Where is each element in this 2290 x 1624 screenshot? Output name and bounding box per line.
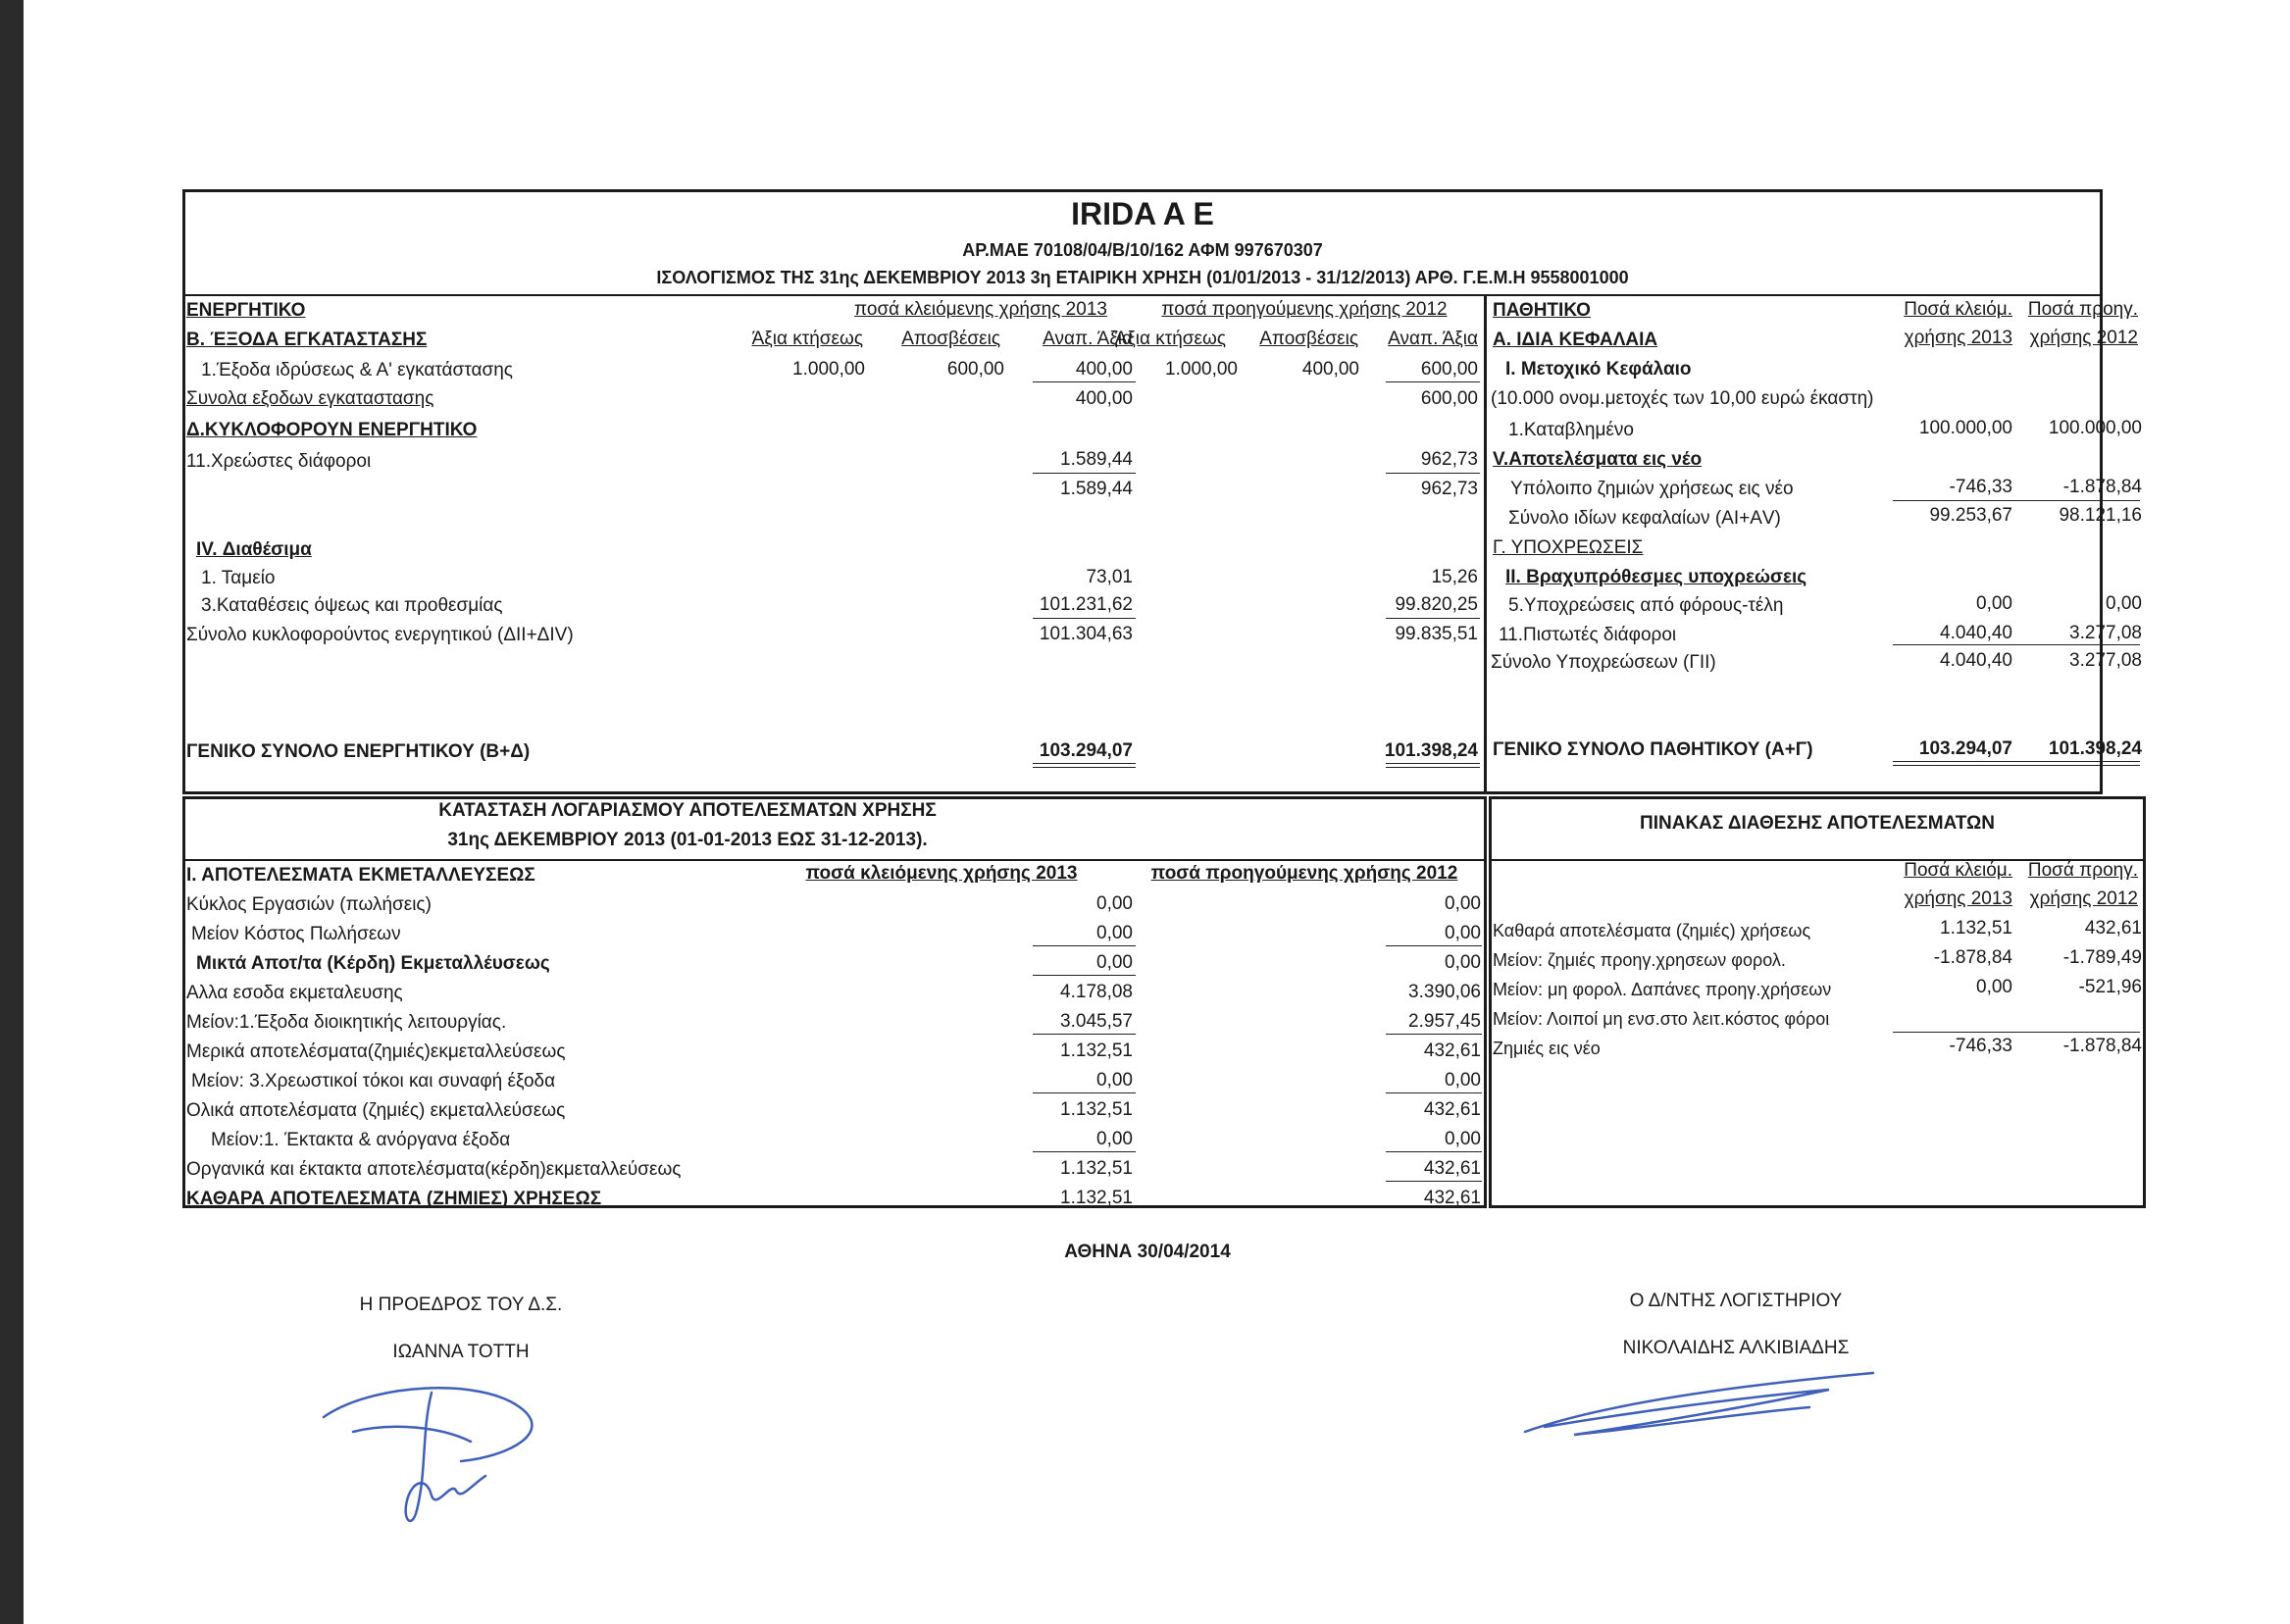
double-underline [1893,761,2140,766]
value: 4.040,40 [1940,623,2012,643]
income-row-value-2012: 3.390,06 [1408,982,1481,1002]
header-divider [182,294,2103,296]
section-v-heading: V.Αποτελέσματα εις νέο [1493,449,1703,470]
double-underline [1386,763,1480,768]
underline [1033,1034,1136,1035]
underline [1033,1151,1136,1152]
chairman-signature [314,1363,549,1540]
value: 600,00 [1420,359,1478,380]
row-paid-capital: 1.Καταβλημένο [1508,420,1634,440]
income-row-label: Μείον:1. Έκτακτα & ανόργανα έξοδα [211,1130,511,1150]
underline [1033,381,1136,382]
income-row-label: Μερικά αποτελέσματα(ζημιές)εκμεταλλεύσεως [186,1041,566,1062]
value: 101.398,24 [1384,740,1478,761]
chairman-role: Η ΠΡΟΕΔΡΟΣ ΤΟΥ Δ.Σ. [359,1294,563,1315]
accountant-signature [1515,1368,1888,1446]
dist-col-2013-head: Ποσά κλειόμ. [1904,860,2012,881]
row-tax-liabilities: 5.Υποχρεώσεις από φόρους-τέλη [1508,595,1784,616]
income-row-label: Αλλα εσοδα εκμεταλευσης [186,983,403,1003]
value: 101.231,62 [1039,594,1133,615]
row-deposits: 3.Καταθέσεις όψεως και προθεσμίας [201,595,503,616]
income-title-1: ΚΑΤΑΣΤΑΣΗ ΛΟΓΑΡΙΑΣΜΟΥ ΑΠΟΤΕΛΕΣΜΑΤΩΝ ΧΡΗΣΗΣ [438,800,937,821]
income-row-value-2013: 3.045,57 [1060,1011,1133,1032]
value: 600,00 [1420,388,1478,409]
distribution-row-value-2012: -521,96 [2078,977,2142,997]
value: -1.878,84 [2062,477,2142,497]
dist-col-2013-head2: χρήσης 2013 [1904,888,2012,909]
distribution-row-label: Μείον: Λοιποί μη ενσ.στο λειτ.κόστος φόροι [1493,1009,1830,1029]
income-period-2013: ποσά κλειόμενης χρήσης 2013 [805,863,1078,884]
value: 400,00 [1075,388,1133,409]
col-2013-head2: χρήσης 2013 [1904,328,2012,348]
col-2012-head: Ποσά προηγ. [2027,299,2138,320]
distribution-row-value-2013: 1.132,51 [1940,918,2012,939]
income-row-value-2013: 0,00 [1096,1129,1133,1149]
value: 103.294,07 [1039,740,1133,761]
underline [1386,381,1480,382]
income-row-label: ΚΑΘΑΡΑ ΑΠΟΤΕΛΕΣΜΑΤΑ (ΖΗΜΙΕΣ) ΧΡΗΣΕΩΣ [186,1189,602,1209]
distribution-row-value-2013: 0,00 [1976,977,2012,997]
value: 962,73 [1420,479,1478,499]
value: 1.589,44 [1060,479,1133,499]
value: 962,73 [1420,449,1478,470]
chairman-name: ΙΩΑΝΝΑ ΤΟΤΤΗ [392,1342,530,1362]
income-row-value-2012: 2.957,45 [1408,1011,1481,1032]
assets-period-2012: ποσά προηγούμενης χρήσης 2012 [1161,299,1448,320]
underline [1893,644,2140,645]
dist-col-2012-head: Ποσά προηγ. [2027,860,2138,881]
underline [1386,473,1480,474]
value: 1.589,44 [1060,449,1133,470]
underline [1386,1181,1482,1182]
value: 15,26 [1431,567,1478,587]
scan-edge [0,0,24,1624]
row-debtors: 11.Χρεώστες διάφοροι [186,451,372,472]
underline [1033,975,1136,976]
income-row-value-2013: 4.178,08 [1060,982,1133,1002]
income-title-2: 31ης ΔΕΚΕΜΒΡΙΟΥ 2013 (01-01-2013 ΕΩΣ 31-12-2013). [447,830,928,850]
income-row-value-2012: 432,61 [1423,1040,1481,1061]
distribution-row-label: Μείον: μη φορολ. Δαπάνες προηγ.χρήσεων [1493,980,1832,999]
assets-title: ΕΝΕΡΓΗΤΙΚΟ [186,300,306,321]
section-g-heading: Γ. ΥΠΟΧΡΕΩΣΕΙΣ [1493,537,1644,558]
double-underline [1033,763,1136,768]
underline [1033,618,1136,619]
liabilities-grand-total: ΓΕΝΙΚΟ ΣΥΝΟΛΟ ΠΑΘΗΤΙΚΟΥ (Α+Γ) [1493,739,1813,760]
section-i-heading: Ι. Μετοχικό Κεφάλαιο [1505,359,1692,380]
value: 4.040,40 [1940,650,2012,671]
underline [1893,1032,2140,1033]
value: 99.253,67 [1929,505,2012,526]
col-2013-head: Ποσά κλειόμ. [1904,299,2012,320]
income-row-value-2013: 0,00 [1096,923,1133,943]
value: 600,00 [946,359,1004,380]
income-row-value-2012: 432,61 [1423,1188,1481,1208]
assets-period-2013: ποσά κλειόμενης χρήσης 2013 [854,299,1107,320]
col-net-2012: Αναπ. Άξια [1388,329,1478,349]
row-retained-loss: Υπόλοιπο ζημιών χρήσεως εις νέο [1510,479,1794,499]
col-net-2013: Αναπ. Άξια [1043,329,1133,349]
distribution-row-value-2012: -1.789,49 [2062,947,2142,968]
income-row-value-2013: 1.132,51 [1060,1099,1133,1120]
income-row-value-2013: 1.132,51 [1060,1188,1133,1208]
distribution-title: ΠΙΝΑΚΑΣ ΔΙΑΘΕΣΗΣ ΑΠΟΤΕΛΕΣΜΑΤΩΝ [1640,813,1995,834]
value: 400,00 [1301,359,1359,380]
row-cash: 1. Ταμείο [201,568,276,588]
distribution-frame [1489,796,2146,1208]
income-row-value-2013: 1.132,51 [1060,1158,1133,1179]
income-row-label: Μικτά Αποτ/τα (Κέρδη) Εκμεταλλέυσεως [196,953,550,974]
value: 1.000,00 [1165,359,1238,380]
distribution-row-value-2013: -1.878,84 [1933,947,2012,968]
col-dep-2012: Αποσβέσεις [1259,329,1358,349]
value: 103.294,07 [1918,738,2012,759]
distribution-row-label: Καθαρά αποτελέσματα (ζημιές) χρήσεως [1493,921,1811,940]
value: 100.000,00 [2048,418,2142,438]
assets-liabilities-divider [1484,294,1487,794]
distribution-row-label: Ζημιές εις νέο [1493,1039,1601,1058]
section-iv-heading: IV. Διαθέσιμα [196,539,312,560]
value: 98.121,16 [2059,505,2142,526]
income-row-label: Κύκλος Εργασιών (πωλήσεις) [186,894,432,915]
income-section-heading: Ι. ΑΠΟΤΕΛΕΣΜΑΤΑ ΕΚΜΕΤΑΛΛΕΥΣΕΩΣ [186,865,535,886]
row-equity-total: Σύνολο ιδίων κεφαλαίων (ΑΙ+ΑV) [1508,508,1781,529]
underline [1386,618,1480,619]
section-ii-heading: ΙΙ. Βραχυπρόθεσμες υποχρεώσεις [1505,567,1807,587]
income-row-value-2013: 0,00 [1096,893,1133,914]
col-dep-2013: Αποσβέσεις [901,329,1000,349]
distribution-row-value-2012: -1.878,84 [2062,1036,2142,1056]
section-d-heading: Δ.ΚΥΚΛΟΦΟΡΟΥΝ ΕΝΕΡΓΗΤΙΚΟ [186,420,478,440]
income-row-label: Μείον Κόστος Πωλήσεων [191,924,401,944]
row-formation-total: Συνολα εξοδων εγκαταστασης [186,388,434,409]
company-name: IRIDA A E [1071,196,1214,231]
value: 400,00 [1075,359,1133,380]
income-period-2012: ποσά προηγούμενης χρήσης 2012 [1150,863,1458,884]
value: 0,00 [2106,593,2142,614]
accountant-name: ΝΙΚΟΛΑΙΔΗΣ ΑΛΚΙΒΙΑΔΗΣ [1622,1338,1850,1358]
col-2012-head2: χρήσης 2012 [2029,328,2138,348]
income-header-divider [182,859,1487,861]
place-date: ΑΘΗΝΑ 30/04/2014 [1064,1242,1231,1262]
row-creditors: 11.Πιστωτές διάφοροι [1499,625,1677,645]
value: 101.398,24 [2048,738,2142,759]
income-row-value-2013: 0,00 [1096,952,1133,973]
income-row-label: Ολικά αποτελέσματα (ζημιές) εκμεταλλεύσεως [186,1100,566,1121]
distribution-row-label: Μείον: ζημιές προηγ.χρησεων φορολ. [1493,950,1786,970]
income-row-value-2012: 432,61 [1423,1099,1481,1120]
income-row-label: Μείον: 3.Χρεωστικοί τόκοι και συναφή έξοδα [191,1071,556,1091]
balance-sheet-subtitle: ΙΣΟΛΟΓΙΣΜΟΣ ΤΗΣ 31ης ΔΕΚΕΜΒΡΙΟΥ 2013 3η ΕΤΑΙΡΙΚΗ ΧΡΗΣΗ (01/01/2013 - 31/12/2013) ΑΡΘ. Γ.Ε.Μ.Η 9558001000 [656,268,1629,287]
value: 100.000,00 [1918,418,2012,438]
dist-col-2012-head2: χρήσης 2012 [2029,888,2138,909]
income-row-value-2012: 0,00 [1445,1070,1481,1091]
distribution-row-value-2013: -746,33 [1949,1036,2012,1056]
underline [1386,945,1482,946]
underline [1033,1092,1136,1093]
value: 101.304,63 [1039,624,1133,644]
income-row-value-2013: 0,00 [1096,1070,1133,1091]
income-row-label: Μείον:1.Έξοδα διοικητικής λειτουργίας. [186,1012,507,1033]
distribution-row-value-2012: 432,61 [2084,918,2142,939]
shares-note: (10.000 ονομ.μετοχές των 10,00 ευρώ έκαστη) [1491,388,1874,409]
income-row-value-2012: 432,61 [1423,1158,1481,1179]
underline [1386,1151,1482,1152]
accountant-role: Ο Δ/ΝΤΗΣ ΛΟΓΙΣΤΗΡΙΟΥ [1629,1291,1843,1311]
section-a-heading: Α. ΙΔΙΑ ΚΕΦΑΛΑΙΑ [1493,330,1658,350]
value: 73,01 [1086,567,1133,587]
value: 3.277,08 [2069,650,2142,671]
underline [1033,945,1136,946]
section-b-heading: Β. ΈΞΟΔΑ ΕΓΚΑΤΑΣΤΑΣΗΣ [186,330,428,350]
income-row-value-2012: 0,00 [1445,1129,1481,1149]
underline [1893,500,2140,501]
value: 99.820,25 [1395,594,1478,615]
value: 99.835,51 [1395,624,1478,644]
value: 1.000,00 [792,359,865,380]
underline [1386,1034,1482,1035]
income-row-value-2012: 0,00 [1445,923,1481,943]
income-row-label: Οργανικά και έκτακτα αποτελέσματα(κέρδη)εκμεταλλεύσεως [186,1159,682,1180]
income-row-value-2012: 0,00 [1445,893,1481,914]
assets-grand-total: ΓΕΝΙΚΟ ΣΥΝΟΛΟ ΕΝΕΡΓΗΤΙΚΟΥ (Β+Δ) [186,741,531,762]
row-liabilities-total: Σύνολο Υποχρεώσεων (ΓΙΙ) [1491,652,1716,673]
row-formation-expenses: 1.Έξοδα ιδρύσεως & Α' εγκατάστασης [201,360,513,381]
underline [1033,473,1136,474]
value: 0,00 [1976,593,2012,614]
value: 3.277,08 [2069,623,2142,643]
registration-line: ΑΡ.ΜΑΕ 70108/04/Β/10/162 ΑΦΜ 997670307 [962,240,1323,260]
value: -746,33 [1949,477,2012,497]
row-current-total: Σύνολο κυκλοφορούντος ενεργητικού (ΔΙΙ+ΔΙV) [186,625,574,645]
liabilities-title: ΠΑΘΗΤΙΚΟ [1493,300,1591,321]
col-acq-2012: Άξια κτήσεως [1114,329,1226,349]
income-row-value-2013: 1.132,51 [1060,1040,1133,1061]
col-acq-2013: Άξια κτήσεως [751,329,863,349]
underline [1386,1092,1482,1093]
income-row-value-2012: 0,00 [1445,952,1481,973]
